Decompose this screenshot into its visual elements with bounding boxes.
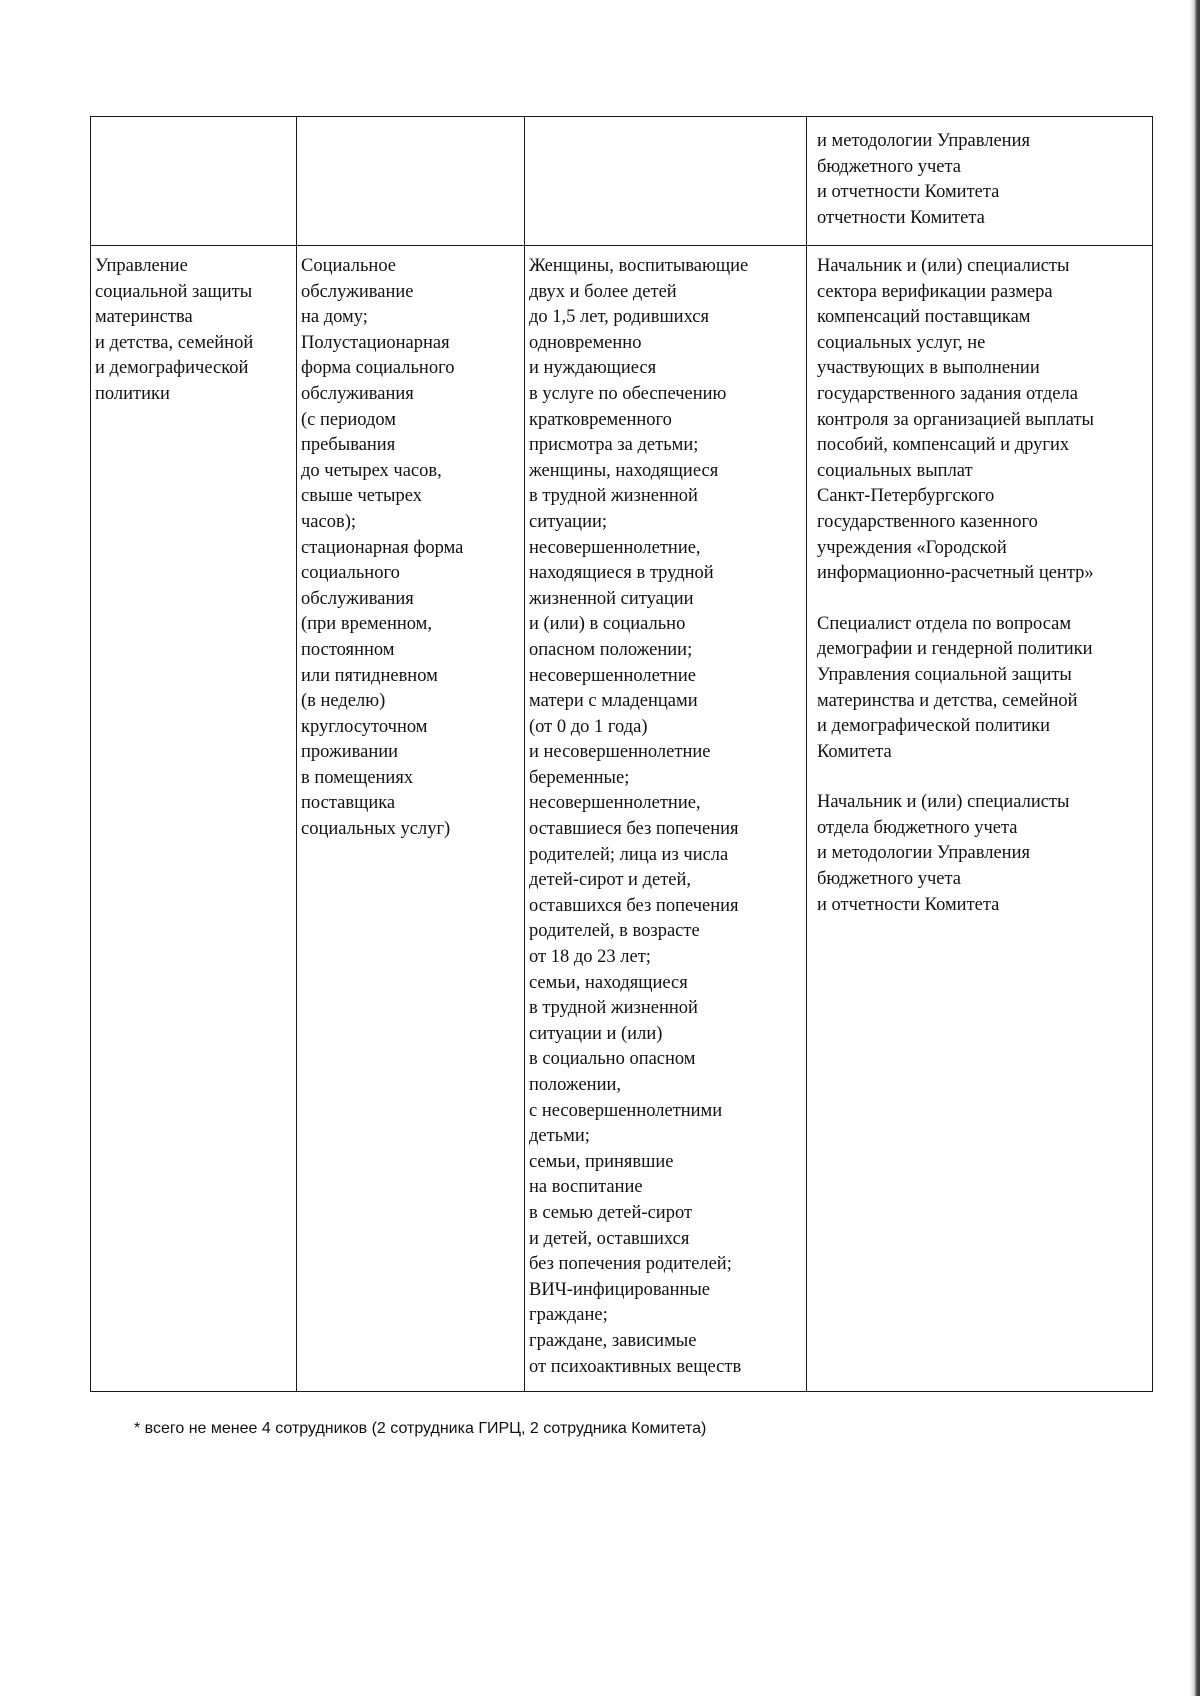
table-cell-department [91, 246, 297, 1392]
table-cell-responsible [807, 117, 1153, 246]
responsible-block-demography: Специалист отдела по вопросам демографии и гендерной политики Управления социальной защиты материнства и детства, семейной и демографической политики Комитета [817, 613, 1093, 762]
table-cell-responsible [807, 246, 1153, 1392]
table-cell-recipients [525, 117, 807, 246]
table-cell-service-form [297, 246, 525, 1392]
cell-text: и методологии Управления бюджетного учета и отчетности Комитета отчетности Комитета [817, 131, 1030, 228]
cell-text [301, 117, 520, 125]
recipient-categories: Женщины, воспитывающие двух и более детей до 1,5 лет, родившихся одновременно и нуждающиеся в услуге по обеспечению кратковременного присмотра за детьми; женщины, находящиеся в трудной жизненной ситуации; несовершеннолетние, находящиеся в трудной жизненной ситуации и (или) в социально опасном положении; несовершеннолетние матери с младенцами (от 0 до 1 года) и несовершеннолетние беременные; несовершеннолетние, оставшиеся без попечения родителей; лица из числа детей-сирот и детей, оставшихся без попечения родителей, в возрасте от 18 до 23 лет; семьи, находящиеся в трудной жизненной ситуации и (или) в социально опасном положении, с несовершеннолетними детьми; семьи, принявшие на воспитание в семью детей-сирот и детей, оставшихся без попечения родителей; ВИЧ-инфицированные граждане; граждане, зависимые от психоактивных веществ [529, 256, 749, 1377]
table-row [91, 117, 1153, 246]
cell-text [529, 117, 802, 125]
department-name: Управление социальной защиты материнства и детства, семейной и демографической политики [95, 256, 254, 404]
service-forms: Социальное обслуживание на дому; Полустационарная форма социального обслуживания (с периодом пребывания до четырех часов, свыше четырех часов); стационарная форма социального обслуживания (при временном, постоянном или пятидневном (в неделю) круглосуточном проживании в помещениях поставщика социальных услуг) [301, 256, 464, 840]
footnote: * всего не менее 4 сотрудников (2 сотрудника ГИРЦ, 2 сотрудника Комитета) [134, 1420, 707, 1437]
table-cell-service-form [297, 117, 525, 246]
responsible-block-girc: Начальник и (или) специалисты сектора верификации размера компенсаций поставщикам социальных услуг, не участвующих в выполнении государственного задания отдела контроля за организацией выплаты пособий, компенсаций и других социальных выплат Санкт-Петербургского государственного казенного учреждения «Городской информационно-расчетный центр» [817, 256, 1094, 584]
cell-text [95, 117, 292, 125]
responsible-staff [811, 246, 1148, 918]
scan-edge-artifact [1190, 0, 1200, 1696]
responsible-block-accounting: Начальник и (или) специалисты отдела бюджетного учета и методологии Управления бюджетного учета и отчетности Комитета [817, 792, 1070, 915]
services-table [90, 116, 1153, 1392]
table-cell-department [91, 117, 297, 246]
table-row [91, 246, 1153, 1392]
table-cell-recipients [525, 246, 807, 1392]
